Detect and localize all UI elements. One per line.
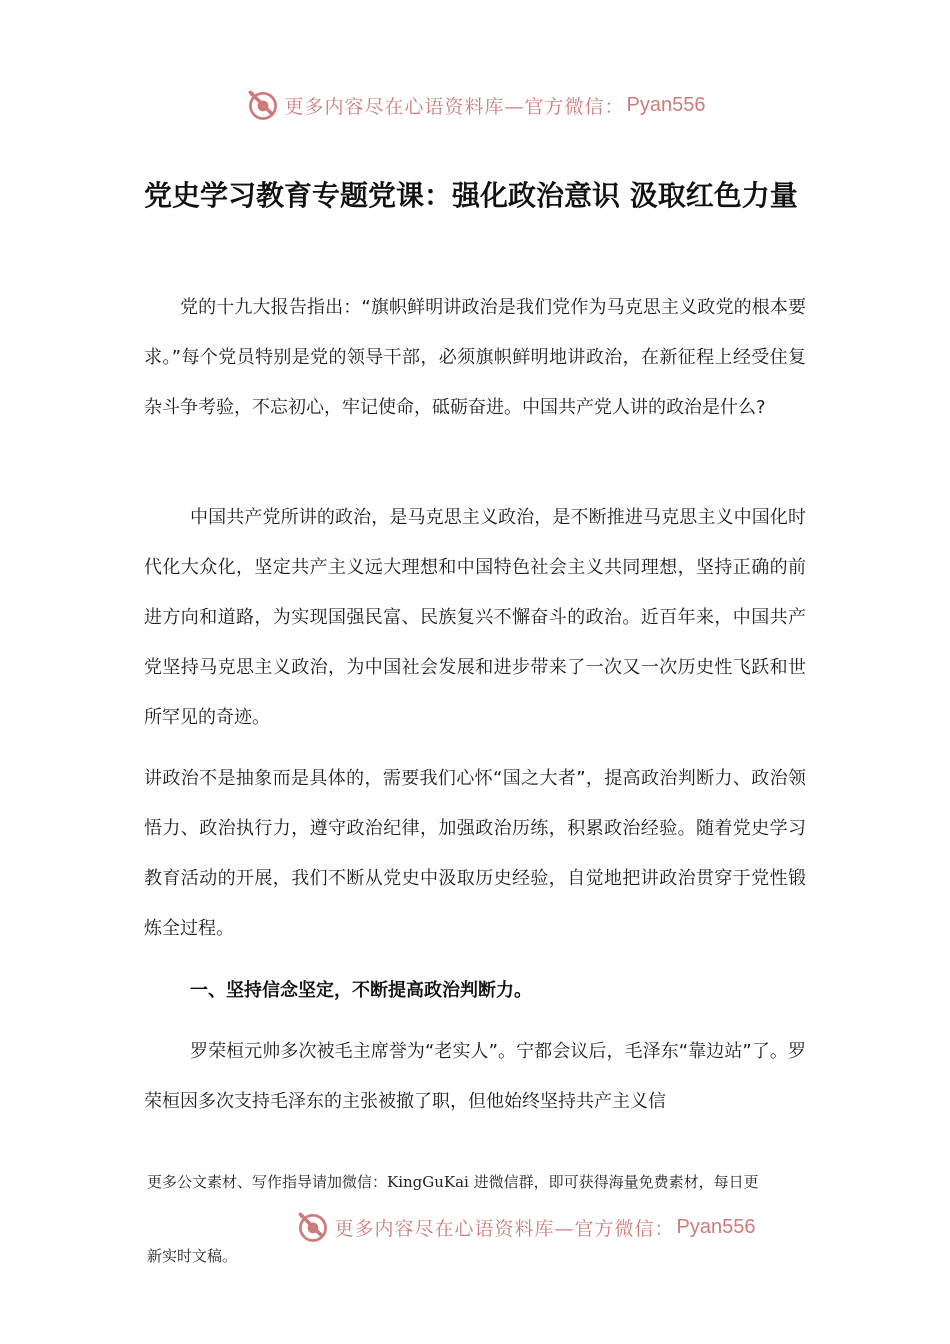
document-title: 党史学习教育专题党课：强化政治意识 汲取红色力量 xyxy=(144,179,798,212)
watermark-text: 更多内容尽在心语资料库—官方微信： xyxy=(284,95,625,118)
pen-logo-icon xyxy=(295,1209,331,1245)
footer-note-end: 新实时文稿。 xyxy=(147,1247,238,1265)
paragraph-3-block xyxy=(144,754,806,954)
paragraph-1: 党的十九大报告指出：“旗帜鲜明讲政治是我们党作为马克思主义政党的根本要求。”每个党员特别是党的领导干部，必须旗帜鲜明地讲政治，在新征程上经受住复杂斗争考验，不忘初心，牢记使命，砥砺奋进。中国共产党人讲的政治是什么? xyxy=(144,297,806,418)
section-heading: 一、坚持信念坚定，不断提高政治判断力。 xyxy=(190,980,532,1001)
section-paragraph-block xyxy=(144,1027,806,1127)
section-paragraph: 罗荣桓元帅多次被毛主席誉为“老实人”。宁都会议后，毛泽东“靠边站”了。罗荣桓因多次支持毛泽东的主张被撤了职，但他始终坚持共产主义信 xyxy=(144,1041,806,1112)
footer-note: 更多公文素材、写作指导请加微信：KingGuKai 进微信群，即可获得海量免费素材，每日更 xyxy=(147,1173,759,1191)
watermark-wechat-id: Pyan556 xyxy=(676,1215,756,1238)
watermark-wechat-id: Pyan556 xyxy=(626,93,706,116)
paragraph-1-block xyxy=(144,283,806,433)
paragraph-3: 讲政治不是抽象而是具体的，需要我们心怀“国之大者”，提高政治判断力、政治领悟力、政治执行力，遵守政治纪律，加强政治历练，积累政治经验。随着党史学习教育活动的开展，我们不断从党史中汲取历史经验，自觉地把讲政治贯穿于党性锻炼全过程。 xyxy=(144,768,806,939)
section-heading-block xyxy=(144,966,806,1016)
paragraph-2: 中国共产党所讲的政治，是马克思主义政治，是不断推进马克思主义中国化时代化大众化，坚定共产主义远大理想和中国特色社会主义共同理想，坚持正确的前进方向和道路，为实现国强民富、民族复兴不懈奋斗的政治。近百年来，中国共产党坚持马克思主义政治，为中国社会发展和进步带来了一次又一次历史性飞跃和世所罕见的奇迹。 xyxy=(144,507,806,728)
paragraph-2-block xyxy=(144,493,806,743)
watermark-text: 更多内容尽在心语资料库—官方微信： xyxy=(334,1217,675,1240)
header-watermark xyxy=(0,83,950,127)
pen-logo-icon xyxy=(245,87,281,123)
